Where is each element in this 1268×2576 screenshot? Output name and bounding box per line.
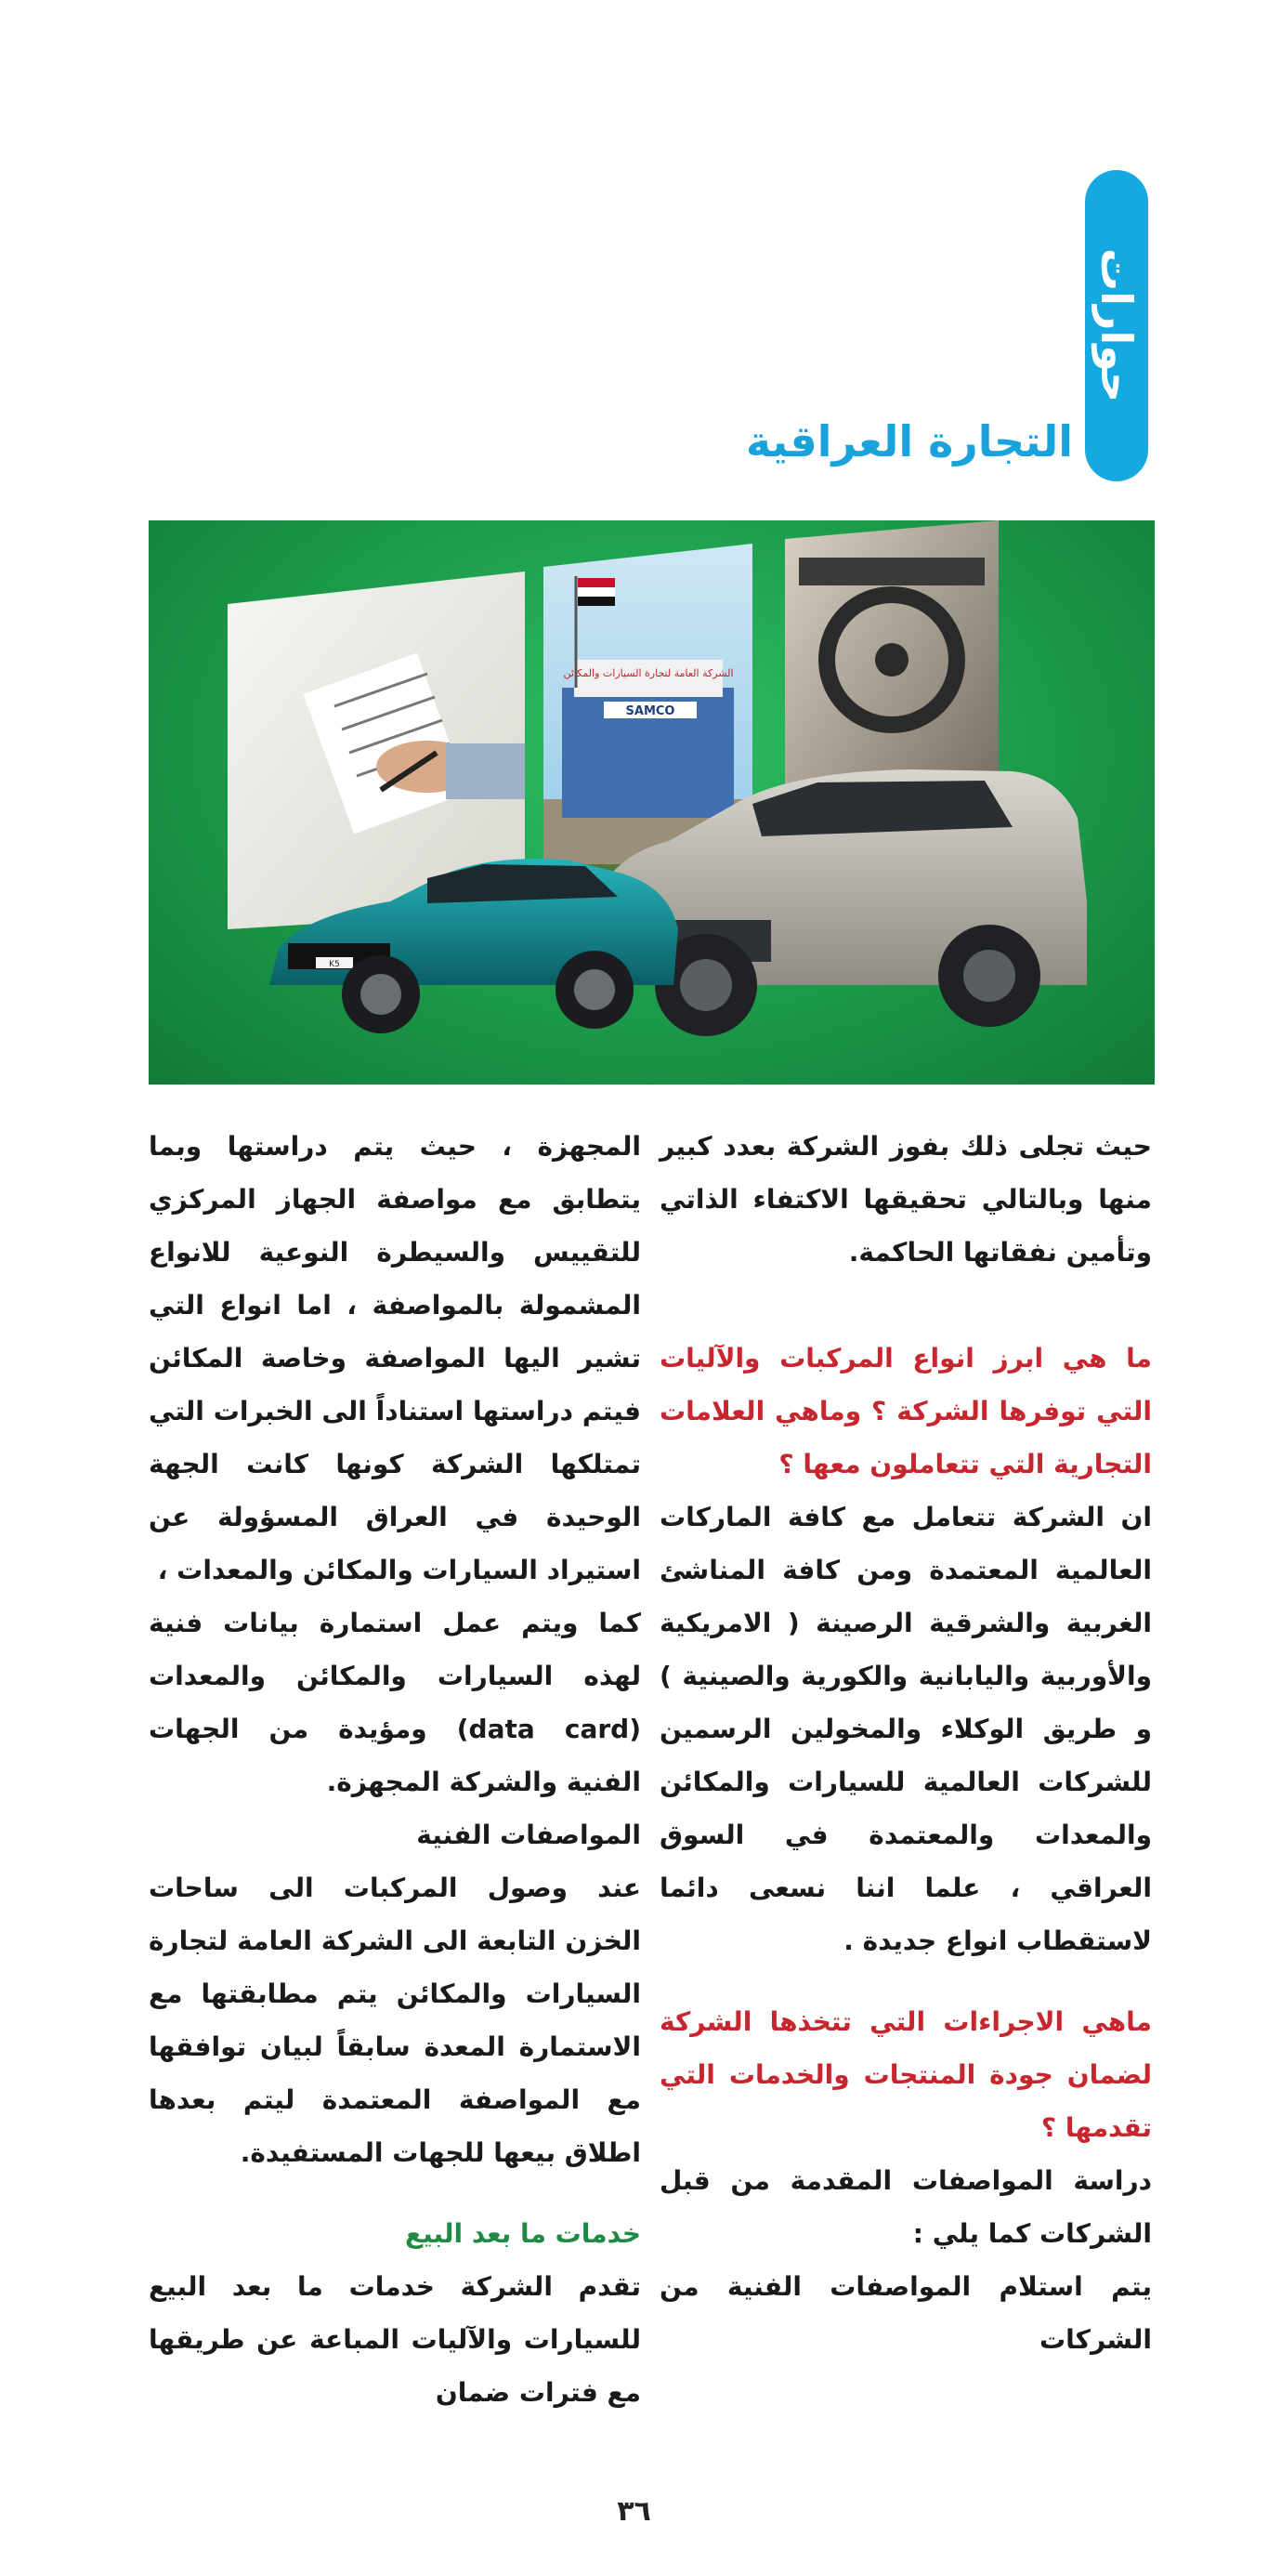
answer-2-intro: دراسة المواصفات المقدمة من قبل الشركات كما يلي :	[660, 2165, 1152, 2249]
left-paragraph-4: تقدم الشركة خدمات ما بعد البيع للسيارات والآليات المباعة عن طريقها مع فترات ضمان	[149, 2271, 641, 2408]
right-column	[660, 1120, 1152, 2366]
question-1: ما هي ابرز انواع المركبات والآليات التي توفرها الشركة ؟ وماهي العلامات التجارية التي تتعاملون معها ؟	[660, 1343, 1152, 1479]
left-paragraph-1: المجهزة ، حيث يتم دراستها وبما يتطابق مع مواصفة الجهاز المركزي للتقييس والسيطرة النوعية للانواع المشمولة بالمواصفة ، اما انواع التي تشير اليها المواصفة وخاصة المكائن فيتم دراستها استناداً الى الخبرات التي تمتلكها الشركة كونها كانت الجهة الوحيدة في العراق المسؤولة عن استيراد السيارات والمكائن والمعدات ،	[149, 1131, 641, 1585]
page-number: ٣٦	[617, 2495, 651, 2528]
section-tab-label: حوارات	[1092, 248, 1142, 403]
answer-1: ان الشركة تتعامل مع كافة الماركات العالمية المعتمدة ومن كافة المناشئ الغربية والشرقية الرصينة ( الامريكية والأوربية واليابانية والكورية والصينية ) و طريق الوكلاء والمخولين الرسمين للشركات العالمية للسيارات والمكائن والمعدات والمعتمدة في السوق العراقي ، علما اننا نسعى دائما لاستقطاب انواع جديدة .	[660, 1502, 1152, 1956]
left-column	[149, 1120, 641, 2419]
subheading-specs: المواصفات الفنية	[416, 1820, 641, 1850]
question-2: ماهي الاجراءات التي تتخذها الشركة لضمان جودة المنتجات والخدمات التي تقدمها ؟	[660, 2006, 1152, 2143]
subheading-after-sales: خدمات ما بعد البيع	[404, 2218, 641, 2249]
hero-image	[149, 520, 1155, 1084]
section-tab	[1085, 170, 1148, 481]
left-paragraph-2: كما ويتم عمل استمارة بيانات فنية لهذه السيارات والمكائن والمعدات (data card) ومؤيدة من الجهات الفنية والشركة المجهزة.	[149, 1608, 641, 1797]
car-badge: K5	[329, 960, 340, 969]
building-sign-brand: SAMCO	[625, 704, 675, 718]
building-sign-text: الشركة العامة لتجارة السيارات والمكائن	[563, 667, 734, 679]
hero-illustration	[149, 520, 1155, 1084]
answer-2-detail: يتم استلام المواصفات الفنية من الشركات	[660, 2271, 1152, 2355]
intro-paragraph: حيث تجلى ذلك بفوز الشركة بعدد كبير منها وبالتالي تحقيقها الاكتفاء الذاتي وتأمين نفقاتها الحاكمة.	[660, 1131, 1152, 1268]
magazine-title: التجارة العراقية	[745, 416, 1073, 467]
left-paragraph-3: عند وصول المركبات الى ساحات الخزن التابعة الى الشركة العامة لتجارة السيارات والمكائن يتم مطابقتها مع الاستمارة المعدة سابقاً لبيان توافقها مع المواصفة المعتمدة ليتم بعدها اطلاق بيعها للجهات المستفيدة.	[149, 1873, 641, 2168]
